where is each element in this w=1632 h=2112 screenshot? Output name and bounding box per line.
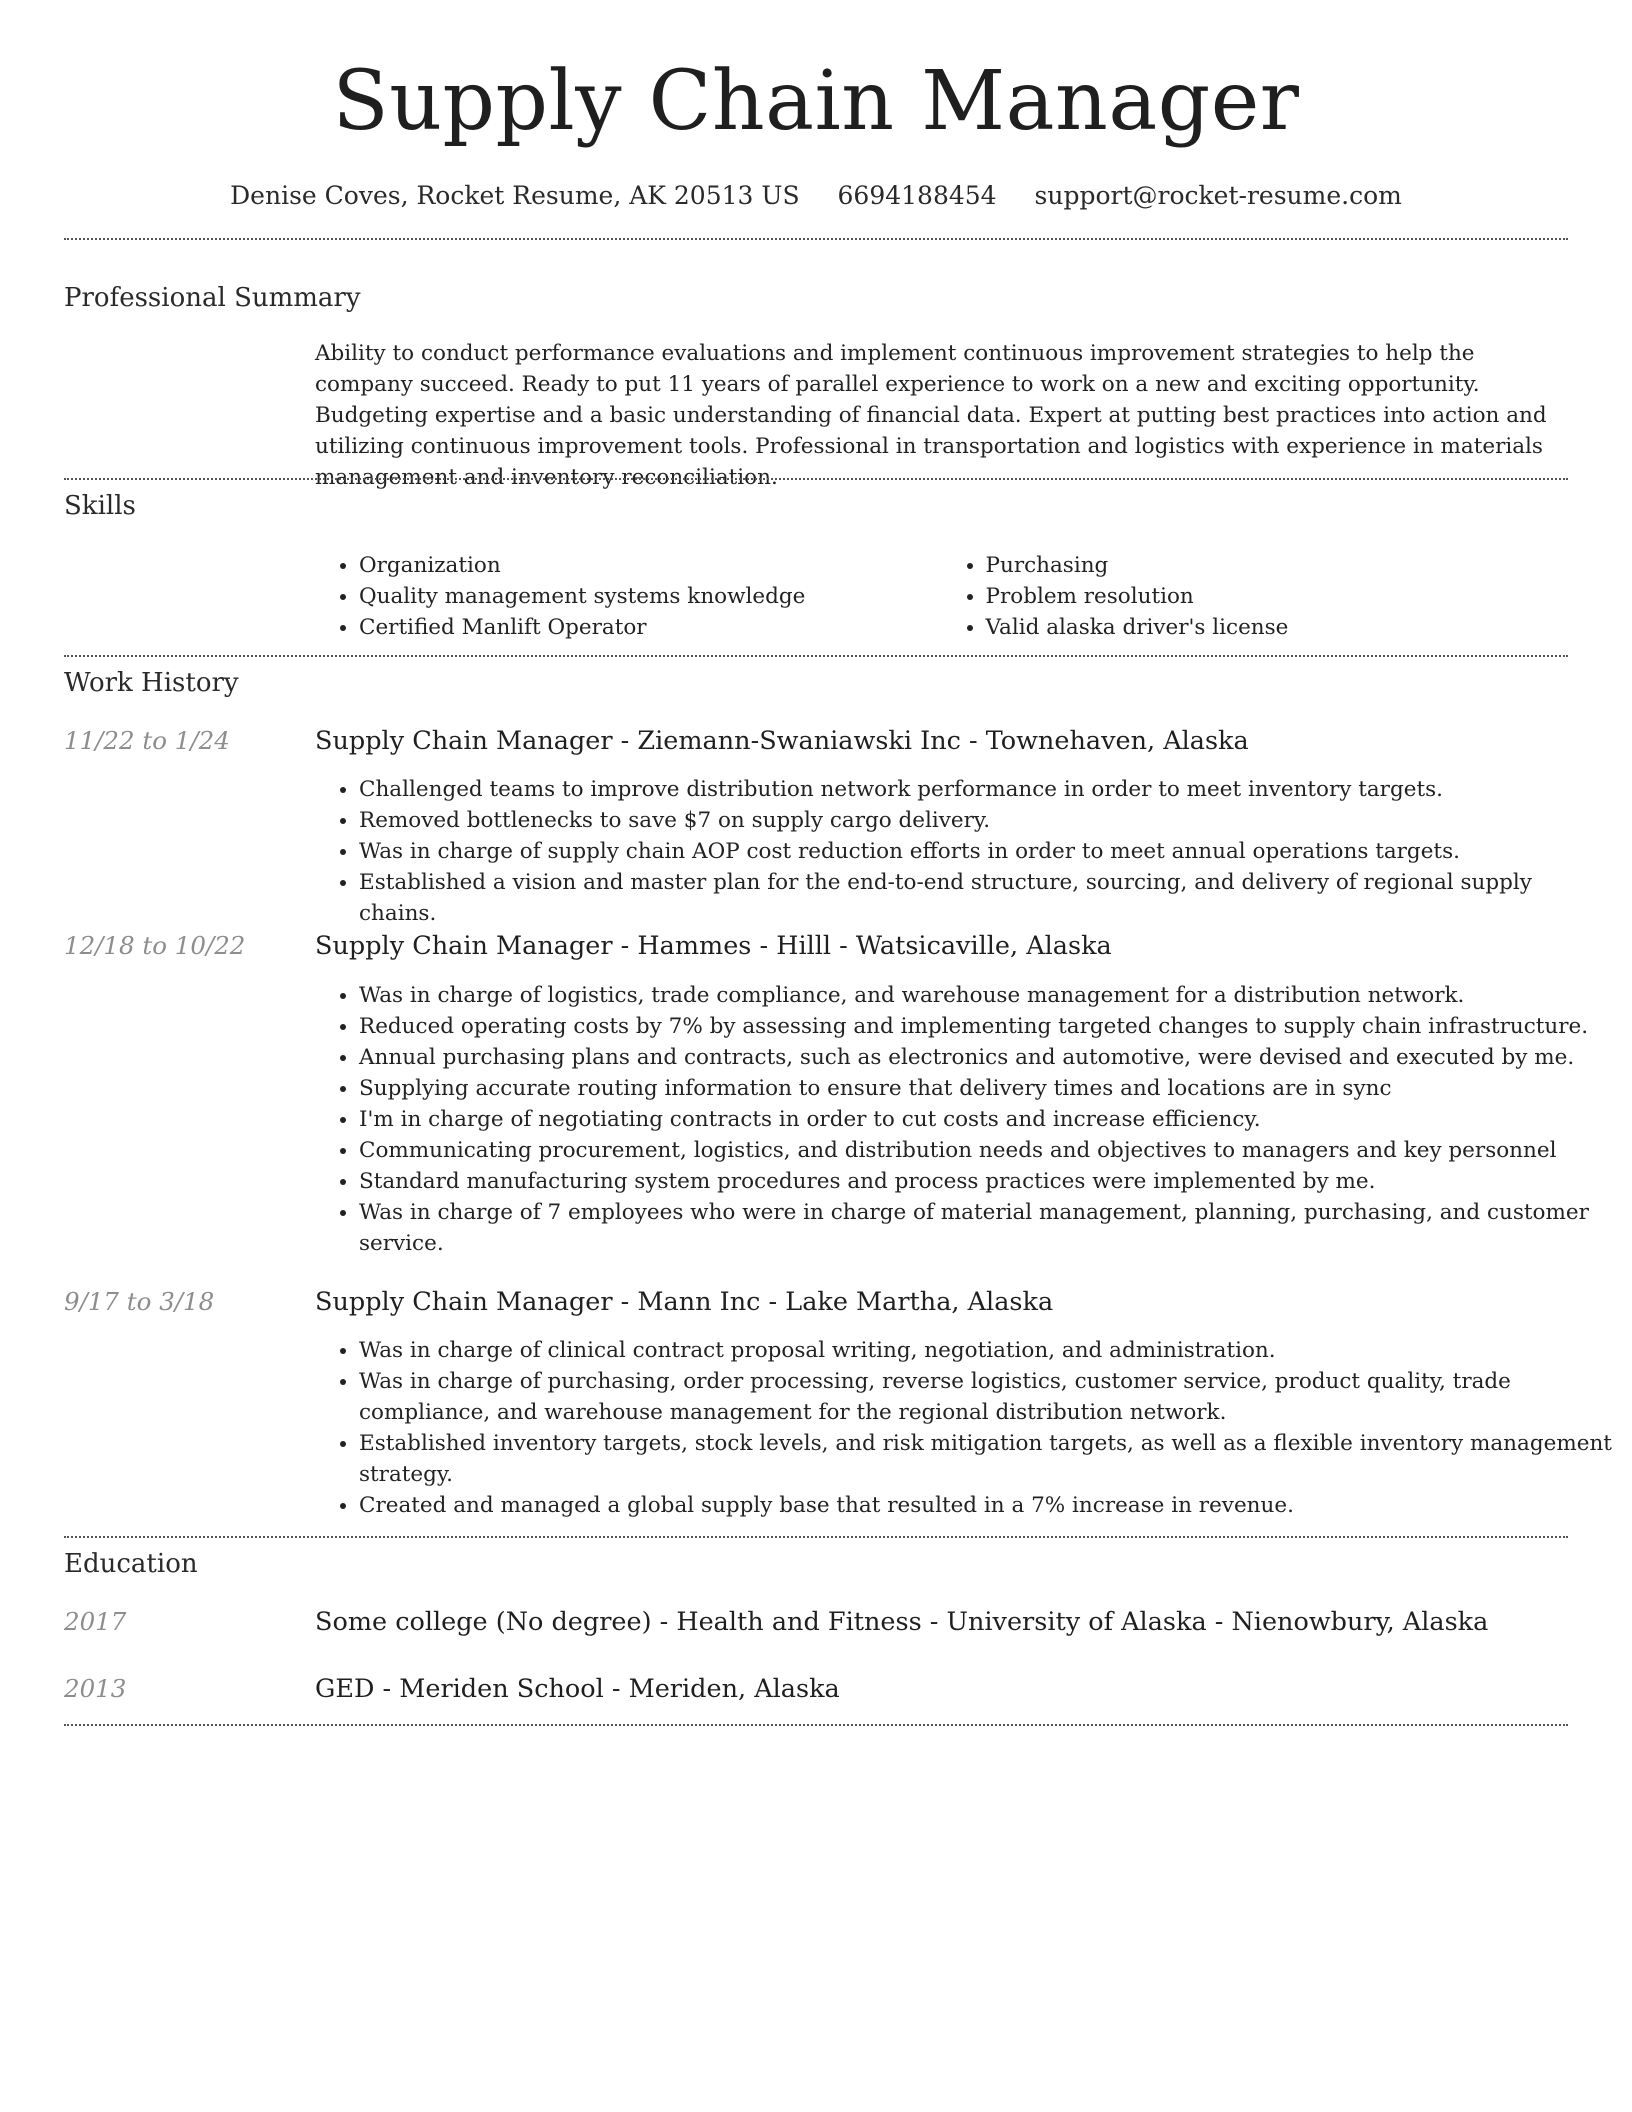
job-bullet: • Was in charge of logistics, trade compliance, and warehouse management for a distribution network. <box>359 980 1612 1011</box>
education-entry: GED - Meriden School - Meriden, Alaska <box>315 1674 840 1704</box>
section-title-summary: Professional Summary <box>64 283 361 313</box>
section-title-skills: Skills <box>64 491 136 521</box>
skills-list <box>315 550 1568 643</box>
divider <box>64 478 1568 480</box>
job-bullet: • Established inventory targets, stock levels, and risk mitigation targets, as well as a flexible inventory management strategy. <box>359 1428 1612 1490</box>
job-bullet: • I'm in charge of negotiating contracts in order to cut costs and increase efficiency. <box>359 1104 1612 1135</box>
section-title-work: Work History <box>64 668 239 698</box>
divider <box>64 655 1568 657</box>
summary-text: Ability to conduct performance evaluations and implement continuous improvement strategies to help the company succeed. Ready to put 11 years of parallel experience to work on a new and exciting opportunity. Budgeting expertise and a basic understanding of financial data. Expert at putting best practices into action and utilizing continuous improvement tools. Professional in transportation and logistics with experience in materials management and inventory reconciliation. <box>315 341 1547 490</box>
job-bullet: • Was in charge of supply chain AOP cost reduction efforts in order to meet annual operations targets. <box>359 836 1612 867</box>
education-year: 2017 <box>64 1607 127 1636</box>
job-title: Supply Chain Manager - Hammes - Hilll - Watsicaville, Alaska <box>315 931 1112 961</box>
job-title: Supply Chain Manager - Ziemann-Swaniawski Inc - Townehaven, Alaska <box>315 726 1249 756</box>
skill-item: • Purchasing <box>986 550 1569 581</box>
job-bullet: • Established a vision and master plan for the end-to-end structure, sourcing, and delivery of regional supply chains. <box>359 867 1612 929</box>
job-bullet: • Was in charge of purchasing, order processing, reverse logistics, customer service, product quality, trade compliance, and warehouse management for the regional distribution network. <box>359 1366 1612 1428</box>
job-title: Supply Chain Manager - Mann Inc - Lake Martha, Alaska <box>315 1287 1054 1317</box>
job-bullet: • Communicating procurement, logistics, and distribution needs and objectives to managers and key personnel <box>359 1135 1612 1166</box>
divider <box>64 1724 1568 1726</box>
skills-column-left <box>315 550 942 643</box>
skills-column-right <box>942 550 1569 643</box>
skill-item: • Problem resolution <box>986 581 1569 612</box>
skill-item: • Certified Manlift Operator <box>359 612 942 643</box>
contact-line <box>0 180 1632 212</box>
job-bullet: • Annual purchasing plans and contracts, such as electronics and automotive, were devised and executed by me. <box>359 1042 1612 1073</box>
resume-header <box>0 52 1632 212</box>
job-bullets <box>315 1335 1612 1521</box>
job-bullet: • Created and managed a global supply base that resulted in a 7% increase in revenue. <box>359 1490 1612 1521</box>
contact-phone: 6694188454 <box>837 181 997 210</box>
job-dates: 11/22 to 1/24 <box>64 726 230 755</box>
job-dates: 9/17 to 3/18 <box>64 1287 215 1316</box>
contact-email: support@rocket-resume.com <box>1034 181 1402 210</box>
divider <box>64 1536 1568 1538</box>
job-dates: 12/18 to 10/22 <box>64 931 246 960</box>
skill-item: • Valid alaska driver's license <box>986 612 1569 643</box>
contact-address: Denise Coves, Rocket Resume, AK 20513 US <box>230 181 800 210</box>
resume-name: Supply Chain Manager <box>332 54 1300 149</box>
job-bullet: • Supplying accurate routing information to ensure that delivery times and locations are in sync <box>359 1073 1612 1104</box>
job-bullet: • Removed bottlenecks to save $7 on supply cargo delivery. <box>359 805 1612 836</box>
education-entry: Some college (No degree) - Health and Fitness - University of Alaska - Nienowbury, Alaska <box>315 1607 1489 1637</box>
job-bullet: • Reduced operating costs by 7% by assessing and implementing targeted changes to supply chain infrastructure. <box>359 1011 1612 1042</box>
job-bullet: • Standard manufacturing system procedures and process practices were implemented by me. <box>359 1166 1612 1197</box>
job-bullet: • Challenged teams to improve distribution network performance in order to meet inventory targets. <box>359 774 1612 805</box>
job-bullets <box>315 774 1612 929</box>
job-bullet: • Was in charge of clinical contract proposal writing, negotiation, and administration. <box>359 1335 1612 1366</box>
skill-item: • Organization <box>359 550 942 581</box>
divider <box>64 238 1568 240</box>
job-bullets <box>315 980 1612 1259</box>
job-bullet: • Was in charge of 7 employees who were in charge of material management, planning, purchasing, and customer service. <box>359 1197 1612 1259</box>
section-title-education: Education <box>64 1549 198 1579</box>
education-year: 2013 <box>64 1674 127 1703</box>
skill-item: • Quality management systems knowledge <box>359 581 942 612</box>
